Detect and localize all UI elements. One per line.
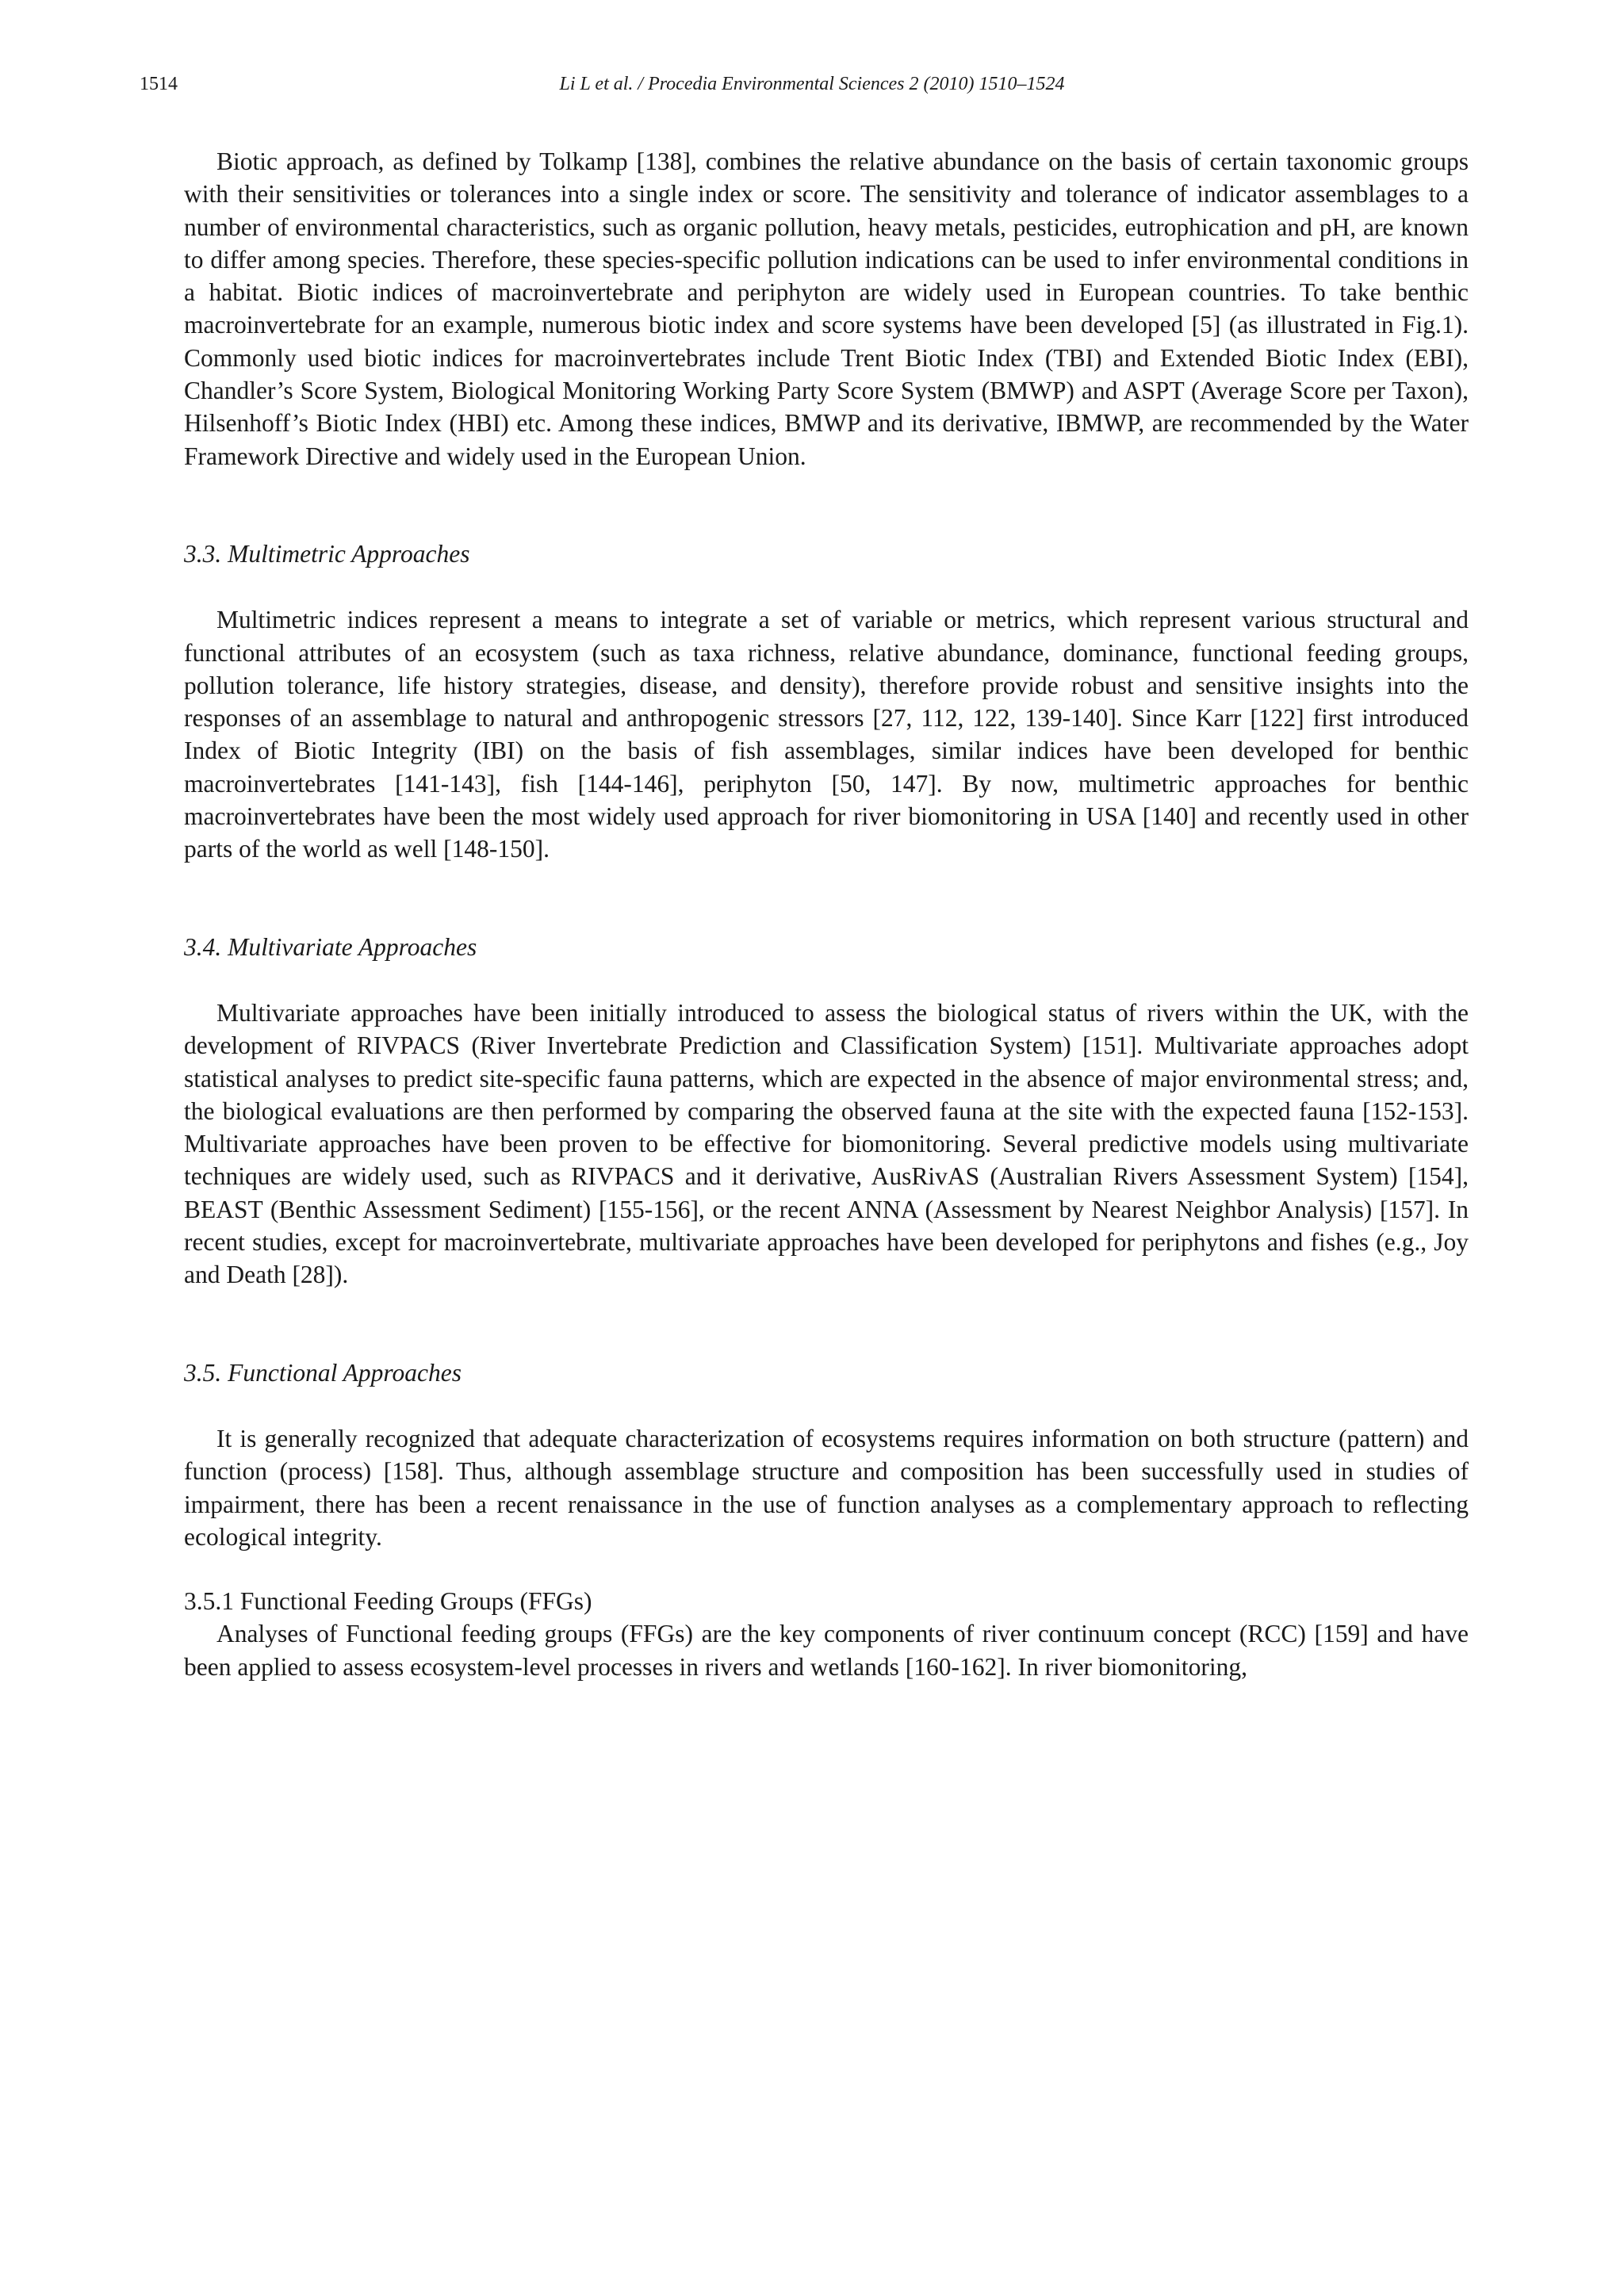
article-body <box>184 145 1469 1683</box>
section-heading-multivariate: 3.4. Multivariate Approaches <box>184 932 477 961</box>
paragraph-biotic-approach: Biotic approach, as defined by Tolkamp [138], combines the relative abundance on the basis of certain taxonomic groups with their sensitivities or tolerances into a single index or score. The sensitivity and tolerance of indicator assemblages to a number of environmental characteristics, such as organic pollution, heavy metals, pesticides, eutrophication and pH, are known to differ among species. Therefore, these species-specific pollution indications can be used to infer environmental conditions in a habitat. Biotic indices of macroinvertebrate and periphyton are widely used in European countries. To take benthic macroinvertebrate for an example, numerous biotic index and score systems have been developed [5] (as illustrated in Fig.1). Commonly used biotic indices for macroinvertebrates include Trent Biotic Index (TBI) and Extended Biotic Index (EBI), Chandler’s Score System, Biological Monitoring Working Party Score System (BMWP) and ASPT (Average Score per Taxon), Hilsenhoff’s Biotic Index (HBI) etc. Among these indices, BMWP and its derivative, IBMWP, are recommended by the Water Framework Directive and widely used in the European Union. <box>184 147 1469 470</box>
paragraph-multimetric: Multimetric indices represent a means to integrate a set of variable or metrics, which represent various structural and functional attributes of an ecosystem (such as taxa richness, relative abundance, dominance, functional feeding groups, pollution tolerance, life history strategies, disease, and density), therefore provide robust and sensitive insights into the responses of an assemblage to natural and anthropogenic stressors [27, 112, 122, 139-140]. Since Karr [122] first introduced Index of Biotic Integrity (IBI) on the basis of fish assemblages, similar indices have been developed for benthic macroinvertebrates [141-143], fish [144-146], periphyton [50, 147]. By now, multimetric approaches for benthic macroinvertebrates have been the most widely used approach for river biomonitoring in USA [140] and recently used in other parts of the world as well [148-150]. <box>184 606 1469 863</box>
section-heading-functional: 3.5. Functional Approaches <box>184 1358 462 1387</box>
section-heading-multimetric: 3.3. Multimetric Approaches <box>184 539 470 568</box>
paragraph-functional: It is generally recognized that adequate characterization of ecosystems requires information on both structure (pattern) and function (process) [158]. Thus, although assemblage structure and composition has been successfully used in studies of impairment, there has been a recent renaissance in the use of function analyses as a complementary approach to reflecting ecological integrity. <box>184 1424 1469 1551</box>
paragraph-ffg: Analyses of Functional feeding groups (FFGs) are the key components of river continuum concept (RCC) [159] and have been applied to assess ecosystem-level processes in rivers and wetlands [160-162]. In river biomonitoring, <box>184 1620 1469 1681</box>
subsection-heading-ffg: 3.5.1 Functional Feeding Groups (FFGs) <box>184 1587 592 1616</box>
running-title: Li L et al. / Procedia Environmental Sciences 2 (2010) 1510–1524 <box>559 74 1065 94</box>
paragraph-multivariate: Multivariate approaches have been initially introduced to assess the biological status of rivers within the UK, with the development of RIVPACS (River Invertebrate Prediction and Classification System) [151]. Multivariate approaches adopt statistical analyses to predict site-specific fauna patterns, which are expected in the absence of major environmental stress; and, the biological evaluations are then performed by comparing the observed fauna at the site with the expected fauna [152-153]. Multivariate approaches have been proven to be effective for biomonitoring. Several predictive models using multivariate techniques are widely used, such as RIVPACS and it derivative, AusRivAS (Australian Rivers Assessment System) [154], BEAST (Benthic Assessment Sediment) [155-156], or the recent ANNA (Assessment by Nearest Neighbor Analysis) [157]. In recent studies, except for macroinvertebrate, multivariate approaches have been developed for periphytons and fishes (e.g., Joy and Death [28]). <box>184 998 1469 1289</box>
page-number: 1514 <box>140 74 178 94</box>
